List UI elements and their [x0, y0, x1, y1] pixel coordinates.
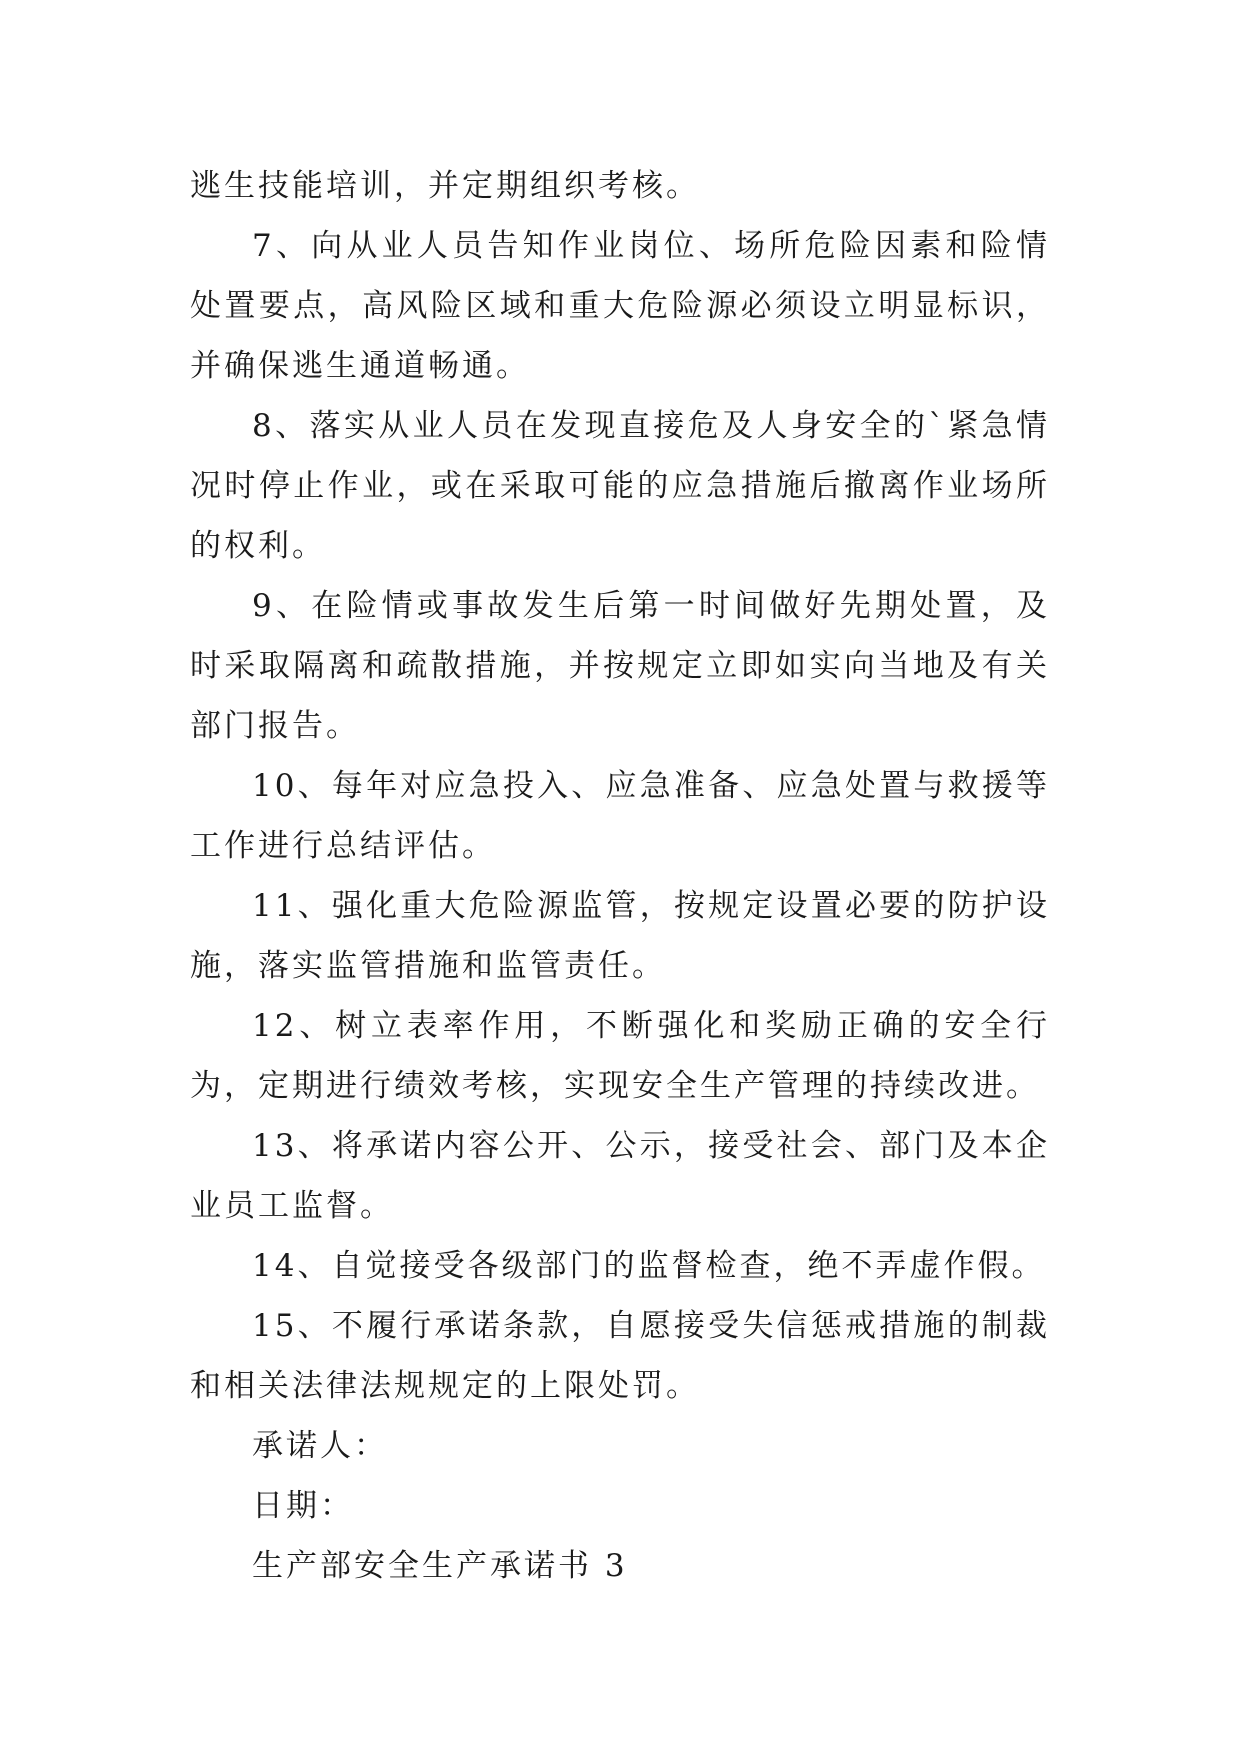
- paragraph-item-11: 11、强化重大危险源监管，按规定设置必要的防护设施，落实监管措施和监管责任。: [190, 888, 1050, 984]
- next-section-title: 生产部安全生产承诺书 3: [252, 1548, 628, 1584]
- document-body: [190, 156, 1050, 1596]
- paragraph-item-14: 14、自觉接受各级部门的监督检查，绝不弄虚作假。: [252, 1248, 1046, 1284]
- paragraph-item-12: 12、树立表率作用，不断强化和奖励正确的安全行为，定期进行绩效考核，实现安全生产管理的持续改进。: [190, 1008, 1050, 1104]
- signature-label: 承诺人：: [252, 1428, 388, 1464]
- date-label: 日期：: [252, 1488, 354, 1524]
- paragraph-item-9: 9、在险情或事故发生后第一时间做好先期处置，及时采取隔离和疏散措施，并按规定立即如实向当地及有关部门报告。: [190, 588, 1050, 744]
- paragraph-item-15: 15、不履行承诺条款，自愿接受失信惩戒措施的制裁和相关法律法规规定的上限处罚。: [190, 1308, 1050, 1404]
- paragraph-item-13: 13、将承诺内容公开、公示，接受社会、部门及本企业员工监督。: [190, 1128, 1050, 1224]
- paragraph-item-10: 10、每年对应急投入、应急准备、应急处置与救援等工作进行总结评估。: [190, 768, 1050, 864]
- paragraph-item-7: 7、向从业人员告知作业岗位、场所危险因素和险情处置要点，高风险区域和重大危险源必须设立明显标识，并确保逃生通道畅通。: [190, 228, 1050, 384]
- paragraph-item-8: 8、落实从业人员在发现直接危及人身安全的`紧急情况时停止作业，或在采取可能的应急措施后撤离作业场所的权利。: [190, 408, 1050, 564]
- paragraph-continuation: 逃生技能培训，并定期组织考核。: [190, 168, 700, 204]
